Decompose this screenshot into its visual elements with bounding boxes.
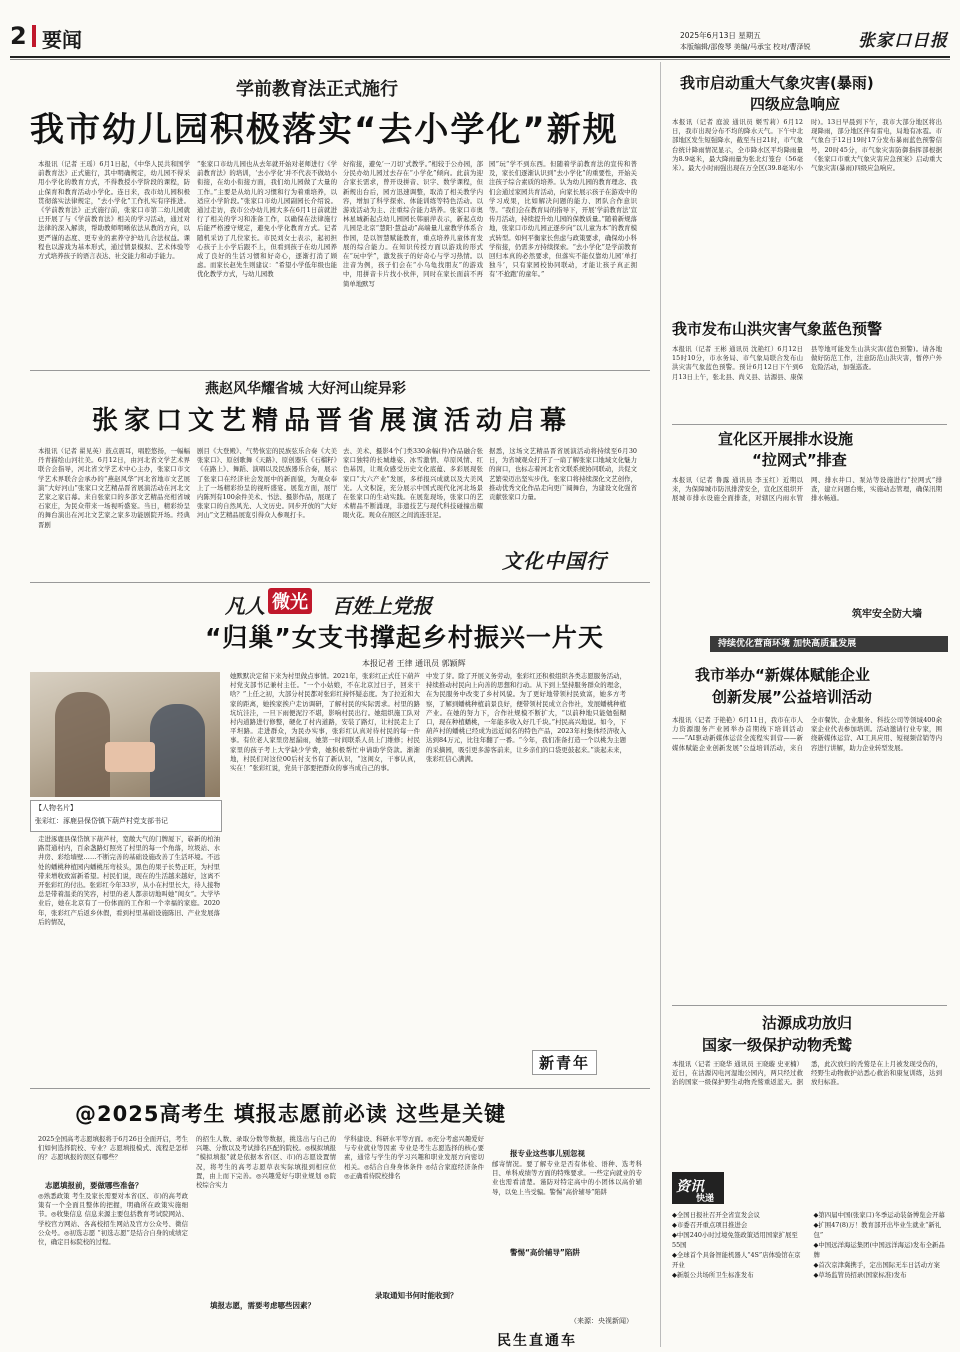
divider bbox=[30, 370, 650, 371]
gaokao-col-1: ◎熟悉政策 考生及家长需要对本省(区、市)的高考政策有一个全面且整体的把握，明确所在政策实施细节。◎收集信息 信息来源主要包括教育考试院网站、学校官方网站、各高校招生网站及官方公众号、微信公众号。◎初选志愿 “初选志愿”是结合自身的成绩定位，确定目标院校的过程。 bbox=[38, 1192, 188, 1247]
section-bar bbox=[32, 25, 36, 47]
culture-kicker: 燕赵风华耀省城 大好河山绽异彩 bbox=[205, 381, 406, 397]
news-item: ◆草场监管员招录(国家标准)发布 bbox=[813, 1271, 907, 1279]
section-title: 要闻 bbox=[42, 28, 82, 52]
news-item: ◆第四届中国(张家口)冬季运动装备博览会开幕 bbox=[813, 1211, 945, 1219]
feature-byline: 本报记者 王律 通讯员 郭颖辉 bbox=[362, 659, 466, 668]
side-4-title-1: 我市举办“新媒体赋能企业 bbox=[695, 666, 870, 684]
side-3-text: 本报讯（记者 鲁露 通讯员 李玉红）近期以来，为保障城市防汛排涝安全，宣化区组织开展城市排水设施全面排查，对辖区内雨水管网、排水井口、泵站等设施进行“拉网式”排查，建立问题台账，实施动态管理，确保汛期排水畅通。 bbox=[672, 476, 942, 503]
lead-col-3: 好衔接，避免‘一刀切’式教学。”相较于公办园，部分民办幼儿园过去存在“小学化”倾向。此前为迎合家长需求，曾开设拼音、识字、数学课程，但新规出台后，园方迅速调整，取消了相关教学内容，增加了科学探索、体能训练等特色活动。以游戏活动为主、注重综合能力培养。张家口市奥林星城新起点幼儿园园长韩丽萍表示，新起点幼儿园是北京“慧阳·慧益动”高端量儿童教学体系合作园，是以智慧赋能教育，重点培养儿童体育发展的综合能力。在知识传授方面以游戏的形式在“玩中学”，激发孩子的好奇心与学习热情。以注音为例，孩子们会在“小乌龟找朋友”的游戏中，用拼音卡片找小伙伴，同时在家长面前不再简单地默写 bbox=[343, 160, 483, 288]
news-label-2: 快递 bbox=[696, 1194, 715, 1204]
gaokao-col-4: 邮寄情况。要了解专业是否有体检、语种、选考科目、单科成绩等方面的特殊要求。一些定向就业的专业也需看清楚。谨防对特定高中的小团体以高价辅导，以免上当受骗。警惕“高价辅导”陷阱 bbox=[492, 1160, 642, 1196]
side-5-text: 本报讯（记者 王晓华 通讯员 王晓璇 史亚楠）近日，在沽源闪电河湿地公园内，两只经过救治的国家一级保护野生动物秃鹫重返蓝天。据悉，此次放归的秃鹫是在上月被发现受伤的，经野生动物救护站悉心救治和康复训练，达到放归标准。 bbox=[672, 1060, 942, 1087]
side-1-text: 本报讯（记者 庭波 通讯员 姬雪莉）6月12日，我市出现分布不均的降水天气。下午中北部地区发生短强降水，截至当日21时，市气象台统计降雨情况显示，全市降水区平均降雨量为8.9毫米，最大降雨量为张北灯笼台（56毫米）。最大小时雨强出现在万全区(39.8毫米/小时)。13日早晨到下午，我市大部分地区将出现降雨，部分地区伴有雷电，局地有冰雹。市气象台于12日19时17分发布暴雨蓝色预警信号，20时45分，市气象灾害防御指挥部根据《张家口市重大气象灾害应急预案》启动重大气象灾害(暴雨)四级应急响应。 bbox=[672, 118, 942, 173]
paper-name: 张家口日报 bbox=[858, 31, 948, 51]
news-item: ◆全球首个具备智能机器人“4S”店体验馆在京开业 bbox=[672, 1251, 801, 1269]
news-item: ◆中国240小时过境免签政策适用国家扩展至55国 bbox=[672, 1231, 798, 1249]
lead-col-1: 本报讯（记者 王瑶）6月1日起，《中华人民共和国学前教育法》正式施行，其中明确规定，幼儿园不得采用小学化的教育方式，不得教授小学阶段的课程，防止保育和教育活动小学化。连日来，我市幼儿园积极贯彻落实法律规定，“去小学化”工作扎实有序推进。《学前教育法》正式施行前，张家口市第二幼儿园就已开展了与《学前教育法》相关的学习活动，通过对法律的深入解读，帮助教师明晰依法从教的方向，以更严谨的态度、更专业的素养守护幼儿合法权益。课程也以游戏为基本形式，通过情景模拟、艺术体验等方式培养孩子的语言表达、社交能力和动手能力。 bbox=[38, 160, 190, 261]
news-list bbox=[672, 1210, 947, 1350]
masthead-rule bbox=[10, 56, 950, 58]
feature-banner-right: 百姓上党报 bbox=[332, 594, 432, 618]
news-item: ◆首次京津冀携手，定出国际无车日活动方案 bbox=[813, 1261, 940, 1269]
gaokao-sub-1: 志愿填报前，要做哪些准备？ bbox=[45, 1181, 143, 1190]
gaokao-sub-3: 报专业这些事儿别忽视 bbox=[510, 1149, 585, 1158]
side-3-title-2: “拉网式”排查 bbox=[752, 451, 847, 469]
gaokao-sub-5: 警惕“高价辅导”陷阱 bbox=[510, 1248, 580, 1257]
feature-col-2: 她默默决定留下来为村里做点事情。2021年，张彩红正式任下葫芦村党支部书记兼村主任。“一个小姑娘，不在北京过日子，回来干啥？”上任之初，大部分村民都对张彩红持怀疑态度。为了拉近和大家的距离，她挨家挨户走访调研，了解村民的实际需求。村里的路坑坑洼洼，一旦下雨便泥泞不堪，影响村民出行。她组织施工队对村内道路进行修整，硬化了村内道路，安装了路灯，让村民走上了平坦路。走进群众，为民办实事，张彩红认真对待村民的每一件事。有位老人家里房屋漏雨，她第一时间联系人员上门维修；村民家里的孩子考上大学缺少学费，她积极帮忙申请助学贷款。渐渐地，村民们对这位00后村支书有了新认识，“这闺女，干事认真，实在！”张彩红说，党员干部要把群众的事当成自己的事。 bbox=[230, 672, 420, 773]
side-4-text: 本报讯（记者 于艳艳）6月11日，我市在市人力资源服务产业园举办首期线下培训活动——“AI驱动新媒体运营全流程实训营——新媒体赋能企业创新发展”公益培训活动，来自全市餐饮、企业服务、科技公司等领域400余家企业代表参加培训。活动邀请行业专家，围绕新媒体运营、AI工具应用、短视频营销等内容进行讲解，助力企业转型发展。 bbox=[672, 716, 942, 752]
column-divider bbox=[660, 62, 661, 1347]
culture-title: 张家口文艺精品晋省展演活动启幕 bbox=[92, 406, 573, 436]
page-number: 2 bbox=[10, 22, 27, 50]
gaokao-lead: 2025全国高考志愿填报将于6月26日全面开启，考生们如何选择院校、专业？志愿填报模式、流程是怎样的？志愿填报的误区有哪些？ bbox=[38, 1135, 188, 1162]
lead-title: 我市幼儿园积极落实“去小学化”新规 bbox=[30, 110, 619, 150]
feature-title: “归巢”女支书撑起乡村振兴一片天 bbox=[205, 623, 604, 652]
culture-col-2: 剧目《大登殿》、气势恢宏的民族弦乐合奏《大美张家口》、原创歌舞《天路》、原创器乐《石榴籽》《在路上》、舞蹈、演唱以及民族器乐合奏，展示了张家口在经济社会发展中的新面貌，为观众奉上了一场精彩纷呈的视听盛宴。展览方面，展厅内陈列有100余件美术、书法、摄影作品，展现了张家口的自然风光、人文历史。同步开放的“大好河山”文艺精品展览引得众人参观打卡。 bbox=[197, 447, 337, 520]
photo-caption-box bbox=[30, 800, 222, 832]
feature-col-1: 走进涿鹿县保岱镇下葫芦村，宽敞大气的门牌厦下，崭新的柏油路贯通村内，百余盏路灯照亮了村里的每一个角落，垃圾站、水井房、彩绘墙壁……不断完善的基础设施改善了生活环境。不远处的蟠桃种植园内蟠桃压弯枝头，黑色的果子长势正旺，为村里带来增收致富新希望。村民们说，现在的生活越来越好，这离不开张彩红的付出。张彩红今年33岁，从小在村里长大，待人接物总是带着温柔的笑容，村里的老人都亲切地叫她“闺女”。大学毕业后，她在北京有了一份体面的工作和一个幸福的家庭。2020年，张彩红产后返乡休假，看到村里基础设施陈旧、产业发展落后的情况， bbox=[38, 835, 220, 926]
lead-col-2: “张家口市幼儿园也从去年就开始对老师进行《学前教育法》的培训，‘去小学化’并不代表不做幼小衔接，在幼小衔接方面，我们幼儿园做了大量的工作。”主要是从幼儿的习惯和行为着重培养，以适应小学阶段。”张家口市幼儿园副园长介绍说。通过走访，我市公办幼儿园大多在6月1日前就进行了相关的学习和准备工作，以确保在法律施行后能严格遵守规定，避免小学化教育方式。记者随机采访了几位家长。市民刘女士表示，起初担心孩子上小学后跟不上，但看到孩子在幼儿园养成了良好的生活习惯和好奇心，逐渐打消了顾虑。而家长赵先生则建议：“希望小学低年级也能优化教学方式，与幼儿园教 bbox=[197, 160, 337, 279]
feature-banner-mid: 微光 bbox=[268, 588, 312, 614]
photo-person-right bbox=[150, 704, 205, 797]
issue-date: 2025年6月13日 星期五 bbox=[680, 31, 761, 40]
side-4-title-2: 创新发展”公益培训活动 bbox=[712, 688, 872, 706]
gaokao-title: @2025高考生 填报志愿前必读 这些是关键 bbox=[75, 1102, 507, 1126]
side-1-title-2: 四级应急响应 bbox=[750, 95, 841, 113]
side-3-stamp: 筑牢安全防大墙 bbox=[852, 609, 922, 620]
lead-col-4: 园”玩“学不到东西。但随着学前教育法的宣传和普及，家长们逐渐认识到“去小学化”的重要性，开始关注孩子综合素质的培养。认为幼儿园的教育理念、我们会通过家园共育活动，向家长展示孩子在游戏中的学习成果，比如解决问题的能力、团队合作意识等。“我们会在教育局的指导下，开展‘学前教育法’宣传月活动，持续提升幼儿园的保教质量。”随着新规落地，张家口市幼儿园正逐步向“以儿童为本”的教育模式转型。如何平衡家长焦虑与政策要求，确保幼小科学衔接，仍需多方持续探索。“去小学化”是学前教育回归本真的必然要求，但落实不能仅靠幼儿园‘单打独斗’，只有家园校协同联动，才能让孩子真正拥有‘不抢跑’的童年。” bbox=[489, 160, 637, 279]
news-item: ◆全国日报社召开全省宣发会议 bbox=[672, 1211, 760, 1219]
side-4-banner: 持续优化营商环境 加快高质量发展 bbox=[710, 636, 948, 652]
side-5-title-1: 沽源成功放归 bbox=[762, 1014, 853, 1032]
side-2-text: 本报讯（记者 王彬 通讯员 沈艳红）6月12日15时10分，市水务局、市气象局联合发布山洪灾害气象蓝色预警。预计6月12日下午到6月13日上午，张北县、尚义县、沽源县、康保县等地可能发生山洪灾害(蓝色预警)。请各地做好防范工作，注意防范山洪灾害，暂停户外危险活动，加强巡查。 bbox=[672, 345, 942, 381]
sidebar-rule bbox=[672, 1005, 947, 1006]
caption-label: 【人物名片】 bbox=[35, 804, 77, 812]
culture-col-4: 据悉，这场文艺精品晋省展演活动将持续至6月30日，为省城观众打开了一扇了解张家口地域文化魅力的窗口，也标志着河北省文联系统协同联动，共促文艺繁荣迈出坚实步伐。张家口将持续深化文艺创作，推动优秀文化作品走向更广阔舞台，为建设文化强省贡献张家口力量。 bbox=[489, 447, 637, 502]
gaokao-col-3: 学科建设、科研水平等方面。◎充分考虑兴趣爱好与专业就业等因素 专业是考生志愿选择的核心要素，通常与学生的学习兴趣和职业发展方向密切相关。◎结合自身身体条件 ◎结合家庭经济条件 ◎正确看待院校排名 bbox=[344, 1135, 484, 1180]
news-item: ◆新版公共场所卫生标准发布 bbox=[672, 1271, 754, 1279]
feature-stamp: 新青年 bbox=[532, 1050, 597, 1075]
side-1-title-1: 我市启动重大气象灾害(暴雨) bbox=[680, 74, 874, 92]
caption-text: 张彩红：涿鹿县保岱镇下葫芦村党支部书记 bbox=[35, 817, 168, 825]
gaokao-col-2: 的招生人数、录取分数等数据，挑选出与自己的兴趣、分数以及考试排名匹配的院校。◎模拟填报 “模拟填报”就是依据本省(区、市)的志愿设置情况，将考生的高考志愿草表实际填报到相应位置，由上而下完善。◎兴趣爱好与职业规划 ◎院校综合实力 bbox=[196, 1135, 336, 1190]
divider bbox=[30, 1088, 650, 1089]
sidebar-rule bbox=[672, 424, 947, 425]
photo-person-left bbox=[55, 692, 110, 797]
culture-col-3: 去、美术、摄影4个门类330余幅(件)作品融合张家口独特的长城雄姿、冰雪激情、草原风情、红色基因，让观众感受历史文化底蕴、多彩展现张家口“大六产业”发展，多样报兴成就以及大美风光。人文积淀，充分展示中国式现代化河北场景在张家口的生动实践。在展览现场，张家口的艺术精品不断涌现，非遗技艺与现代科技碰撞出耀眼火花。观众在展区之间流连驻足。 bbox=[343, 447, 483, 520]
side-2-title: 我市发布山洪灾害气象蓝色预警 bbox=[672, 320, 883, 338]
feature-banner-left: 凡人 bbox=[225, 594, 265, 618]
culture-stamp: 文化中国行 bbox=[502, 549, 607, 573]
lead-kicker: 学前教育法正式施行 bbox=[236, 79, 398, 100]
editors-line: 本版编辑/邵俊琴 美编/马承宝 校对/曹泽锐 bbox=[680, 43, 811, 51]
gaokao-stamp: 民生直通车 bbox=[497, 1333, 577, 1349]
gaokao-source: （来源：央视新闻） bbox=[570, 1317, 633, 1325]
photo-cake bbox=[105, 742, 155, 772]
side-3-title-1: 宣化区开展排水设施 bbox=[718, 430, 854, 448]
news-label-box bbox=[672, 1172, 724, 1204]
side-5-title-2: 国家一级保护动物秃鹫 bbox=[702, 1036, 853, 1054]
divider bbox=[30, 582, 650, 583]
news-item: ◆中国远洋海运集团(中国远洋海运)发布全新品牌 bbox=[813, 1241, 945, 1259]
feature-photo bbox=[30, 672, 220, 797]
news-item: ◆市委召开重点项目推进会 bbox=[672, 1221, 748, 1229]
culture-col-1: 本报讯（记者 翟见英）鼓点震耳，唱腔悠扬，一幅幅丹青描绘山河壮美。6月12日，由河北省文学艺术界联合会指导，河北省文学艺术中心主办，张家口市文学艺术界联合会承办的“燕赵风华”河北省地市文艺展演“大好河山”张家口文艺精品晋省展演活动在河北文艺家之家启幕。来自张家口的多部文艺精品亮相省城石家庄，为民众带来一场视听盛宴。当日，精彩纷呈的舞台演出在河北文艺家之家多功能剧院开场。经典晋剧 bbox=[38, 447, 190, 529]
news-item: ◆扩围47(8)万！教育部开出毕业生就业“新礼包” bbox=[813, 1221, 942, 1239]
masthead-rule-thin bbox=[10, 59, 950, 60]
feature-col-3: 中发了芽。除了开展义务劳动，张彩红还积极组织各类志愿服务活动，持续推动村民向上向善的思想和行动。从下到上坚持服务群众的理念，在为民服务中改变了乡村风貌。为了更好地带领村民致富，她多方考察，了解到蟠桃种植前景良好，便带领村民成立合作社，发展蟠桃种植产业。在她的努力下，合作社规模不断扩大，“以前种地只能勉强糊口，现在种植蟠桃，一年能多收入好几千块。”村民高兴地说。如今，下葫芦村的蟠桃已经成为远近闻名的特色产品，2023年村集体经济收入达到84万元，比往年翻了一番。“今年，我们准备打造一个以桃为主题的采摘园，吸引更多游客前来，让乡亲们的口袋更鼓起来。”谈起未来，张彩红信心满满。 bbox=[426, 672, 626, 763]
gaokao-sub-4: 录取通知书何时能收到？ bbox=[375, 1291, 458, 1300]
news-label-1: 资讯 bbox=[676, 1179, 704, 1195]
gaokao-sub-2: 填报志愿，需要考虑哪些因素？ bbox=[210, 1301, 315, 1310]
